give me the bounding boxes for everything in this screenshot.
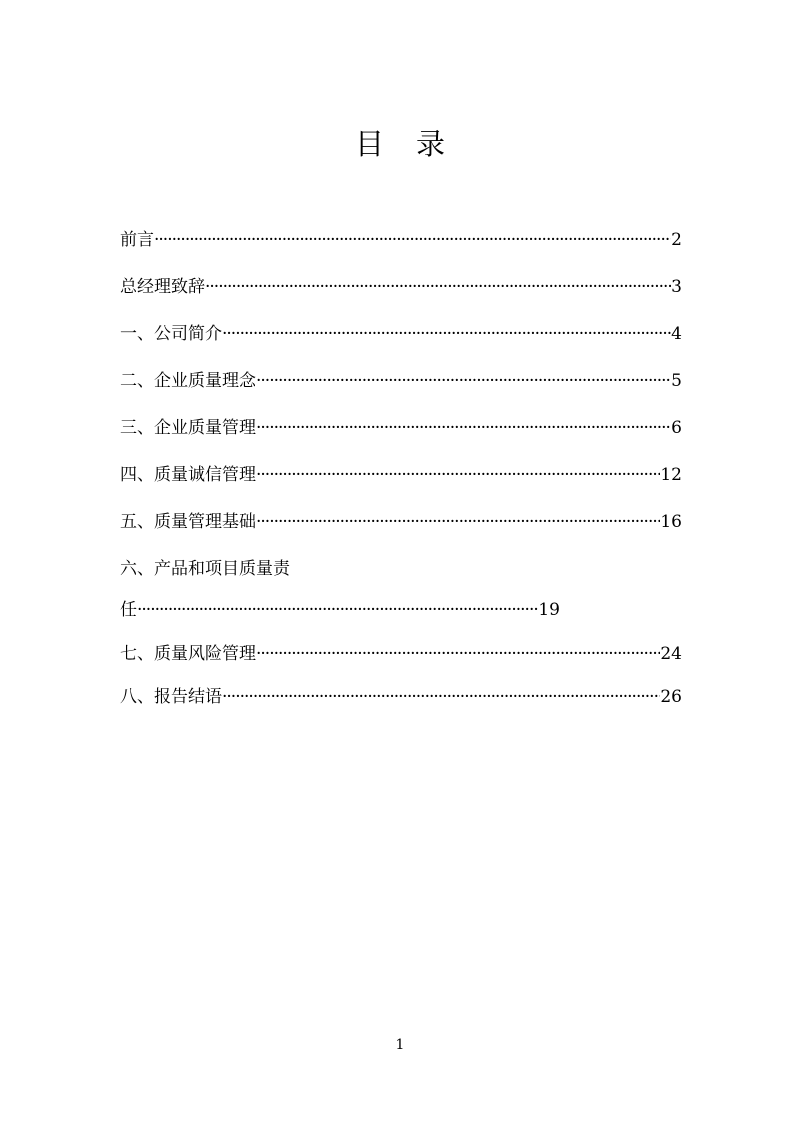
toc-entry-product-responsibility-continued[interactable]	[120, 598, 560, 622]
toc-leader-dots	[205, 275, 671, 299]
toc-entry-page: 3	[671, 277, 682, 297]
toc-entry-quality-integrity[interactable]	[120, 463, 682, 487]
toc-entry-preface[interactable]	[120, 228, 682, 252]
toc-leader-dots	[256, 642, 660, 666]
toc-entry-page: 16	[660, 512, 682, 532]
toc-entry-label: 四、质量诚信管理	[120, 465, 256, 485]
toc-leader-dots	[222, 322, 671, 346]
toc-entry-label: 二、企业质量理念	[120, 371, 256, 391]
footer-page-number: 1	[395, 1037, 405, 1053]
toc-entry-label: 七、质量风险管理	[120, 644, 256, 664]
toc-entry-page: 19	[538, 600, 560, 620]
toc-leader-dots	[256, 463, 660, 487]
toc-leader-dots	[256, 369, 671, 393]
page-title	[0, 124, 800, 164]
toc-leader-dots	[154, 228, 671, 252]
toc-entry-conclusion[interactable]	[120, 685, 682, 709]
toc-entry-page: 4	[671, 324, 682, 344]
toc-leader-dots	[222, 685, 660, 709]
toc-entry-label: 三、企业质量管理	[120, 418, 256, 438]
toc-leader-dots	[256, 510, 660, 534]
toc-entry-label: 六、产品和项目质量责	[120, 559, 290, 579]
toc-entry-quality-foundation[interactable]	[120, 510, 682, 534]
toc-entry-product-responsibility[interactable]	[120, 557, 290, 581]
toc-leader-dots	[256, 416, 671, 440]
toc-entry-page: 24	[660, 644, 682, 664]
toc-entry-quality-management[interactable]	[120, 416, 682, 440]
toc-entry-label: 一、公司简介	[120, 324, 222, 344]
toc-entry-page: 12	[660, 465, 682, 485]
toc-entry-page: 6	[671, 418, 682, 438]
toc-entry-page: 5	[671, 371, 682, 391]
toc-leader-dots	[137, 598, 538, 622]
toc-entry-page: 26	[660, 687, 682, 707]
toc-entry-gm-speech[interactable]	[120, 275, 682, 299]
toc-entry-label-continuation: 任	[120, 600, 137, 620]
title-char-1: 目	[354, 127, 384, 161]
toc-entry-quality-risk[interactable]	[120, 642, 682, 666]
toc-entry-label: 五、质量管理基础	[120, 512, 256, 532]
title-char-2: 录	[416, 127, 446, 161]
toc-entry-page: 2	[671, 230, 682, 250]
toc-entry-label: 总经理致辞	[120, 277, 205, 297]
toc-entry-quality-philosophy[interactable]	[120, 369, 682, 393]
toc-entry-label: 八、报告结语	[120, 687, 222, 707]
toc-entry-company-profile[interactable]	[120, 322, 682, 346]
toc-entry-label: 前言	[120, 230, 154, 250]
